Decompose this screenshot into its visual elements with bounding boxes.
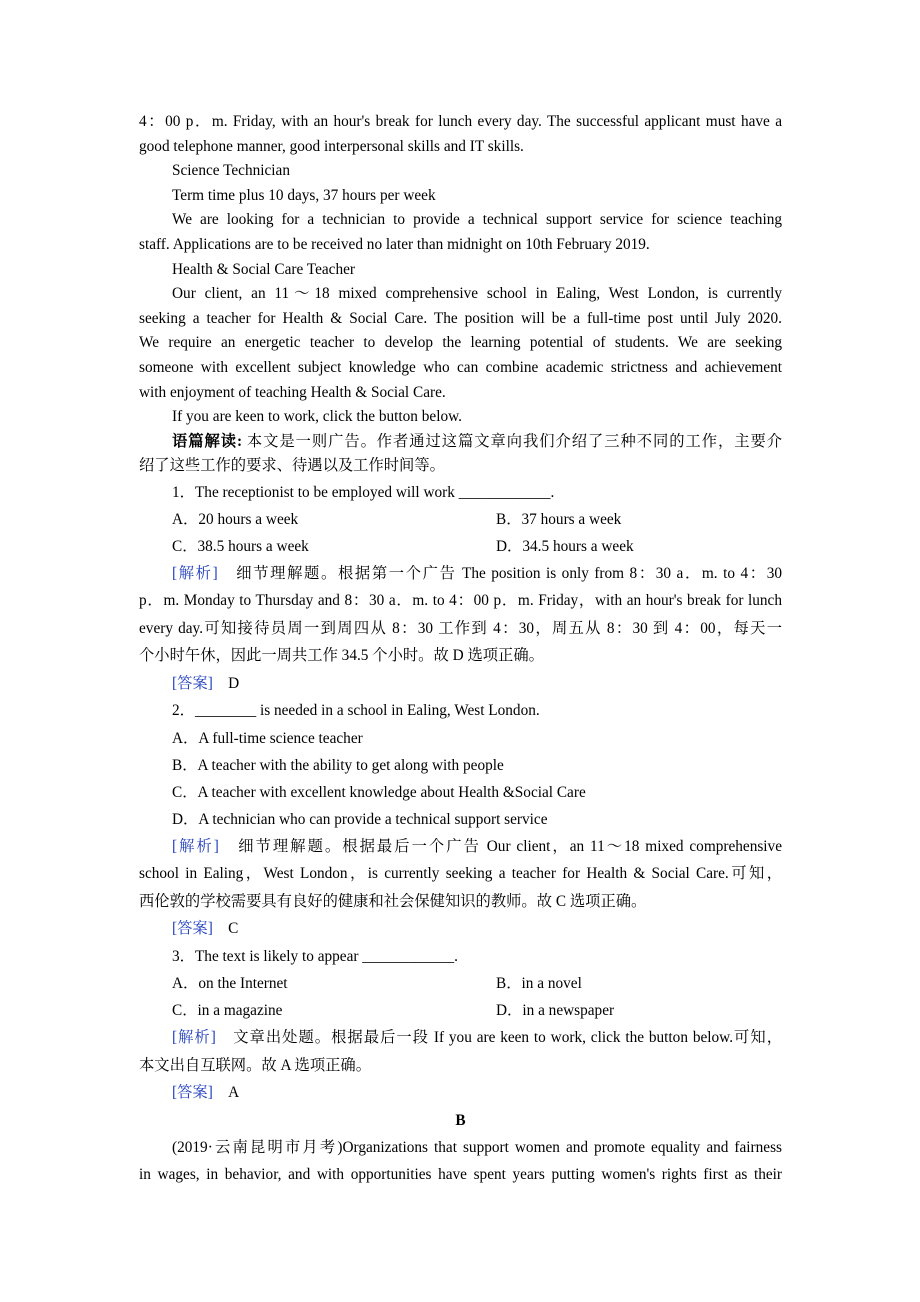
q1-answer [139, 670, 782, 698]
document-page [139, 108, 782, 1189]
job3-line-1: Our client, an 11～18 mixed comprehensive school in Ealing, West London, is currently [172, 285, 782, 303]
q2-analysis-label: [解析] [172, 837, 219, 855]
passage-analysis-1 [139, 430, 782, 455]
q1-answer-value: D [228, 674, 240, 692]
passage-b-line-2: in wages, in behavior, and with opportunities have spent years putting women's rights first as their [139, 1166, 782, 1183]
q2-answer-label: [答案] [172, 920, 213, 937]
q3-answer-value: A [228, 1084, 240, 1101]
passage-b-line-1: (2019·云南昆明市月考)Organizations that support women and promote equality and fairness [172, 1138, 782, 1156]
q1-option-a: A．20 hours a week [172, 510, 299, 528]
analysis-label: 语篇解读: [172, 432, 243, 450]
q2-analysis-3: 西伦敦的学校需要具有良好的健康和社会保健知识的教师。故 C 选项正确。 [139, 892, 647, 910]
q2-option-a: A．A full-time science teacher [172, 729, 363, 747]
q2-analysis-1 [139, 833, 782, 861]
q3-option-a: A．on the Internet [172, 975, 288, 992]
q1-option-c: C．38.5 hours a week [172, 537, 309, 555]
job3-line-3: We require an energetic teacher to develop the learning potential of students. We are seeking [139, 334, 782, 352]
analysis-text: 本文是一则广告。作者通过这篇文章向我们介绍了三种不同的工作，主要介 [242, 432, 782, 450]
job2-desc-1: We are looking for a technician to provide a technical support service for science teaching [172, 211, 782, 229]
q1-options-row-2 [139, 533, 782, 560]
q2-option-b: B．A teacher with the ability to get along with people [172, 756, 504, 774]
q3-analysis-2: 本文出自互联网。故 A 选项正确。 [139, 1056, 372, 1074]
q2-analysis-2: school in Ealing，West London，is currently seeking a teacher for Health & Social Care.可知， [139, 865, 782, 882]
q1-options-row-1 [139, 506, 782, 533]
section-heading-b: B [455, 1111, 466, 1129]
q3-option-b: B．in a novel [496, 975, 582, 992]
job2-desc-2: staff. Applications are to be received no later than midnight on 10th February 2019. [139, 235, 650, 253]
q1-answer-label: [答案] [172, 674, 213, 692]
q1-analysis-3: every day.可知接待员周一到周四从 8：30 工作到 4：30，周五从 8：30 到 4：00，每天一 [139, 619, 782, 637]
q2-analysis-text: 细节理解题。根据最后一个广告 Our client，an 11～18 mixed comprehensive [218, 837, 782, 855]
q3-option-d: D．in a newspaper [496, 1002, 615, 1019]
job2-hours: Term time plus 10 days, 37 hours per week [172, 186, 436, 204]
passage-a-line-2: good telephone manner, good interpersonal skills and IT skills. [139, 137, 524, 155]
q2-option-d: D．A technician who can provide a technical support service [172, 810, 548, 828]
q2-stem: 2．________ is needed in a school in Ealing, West London. [172, 702, 540, 719]
q3-analysis-1 [139, 1024, 782, 1052]
job3-line-5: with enjoyment of teaching Health & Social Care. [139, 383, 446, 401]
job2-title: Science Technician [172, 162, 290, 180]
q1-analysis-4: 个小时午休，因此一周共工作 34.5 个小时。故 D 选项正确。 [139, 647, 544, 664]
q3-answer [139, 1079, 782, 1107]
q1-analysis-1 [139, 560, 782, 588]
job3-line-4: someone with excellent subject knowledge who can combine academic strictness and achievement [139, 358, 782, 376]
q3-options-row-2 [139, 997, 782, 1024]
q2-answer-value: C [228, 920, 239, 937]
q3-answer-label: [答案] [172, 1084, 213, 1101]
q3-option-c: C．in a magazine [172, 1002, 283, 1019]
q2-option-c: C．A teacher with excellent knowledge about Health &Social Care [172, 783, 586, 801]
q1-analysis-2: p．m. Monday to Thursday and 8：30 a．m. to 4：00 p．m. Friday，with an hour's break for lunch [139, 592, 782, 609]
closing-line: If you are keen to work, click the button below. [172, 408, 462, 426]
q3-options-row-1 [139, 970, 782, 997]
q1-analysis-text: 细节理解题。根据第一个广告 The position is only from 8：30 a．m. to 4：30 [217, 564, 782, 582]
q1-option-d: D．34.5 hours a week [496, 537, 634, 555]
q3-stem: 3．The text is likely to appear ____________. [172, 947, 458, 965]
q3-analysis-text: 文章出处题。根据最后一段 If you are keen to work, click the button below.可知， [215, 1029, 782, 1046]
passage-analysis-2: 绍了这些工作的要求、待遇以及工作时间等。 [139, 457, 445, 475]
q2-answer [139, 915, 782, 943]
q1-analysis-label: [解析] [172, 564, 218, 582]
job3-title: Health & Social Care Teacher [172, 260, 355, 278]
q1-option-b: B．37 hours a week [496, 510, 622, 528]
q1-stem: 1．The receptionist to be employed will work ____________. [172, 483, 555, 501]
job3-line-2: seeking a teacher for Health & Social Care. The position will be a full-time post until July 2020. [139, 309, 782, 327]
passage-a-line-1: 4：00 p．m. Friday, with an hour's break for lunch every day. The successful applicant must have a [139, 113, 782, 130]
q3-analysis-label: [解析] [172, 1029, 216, 1046]
